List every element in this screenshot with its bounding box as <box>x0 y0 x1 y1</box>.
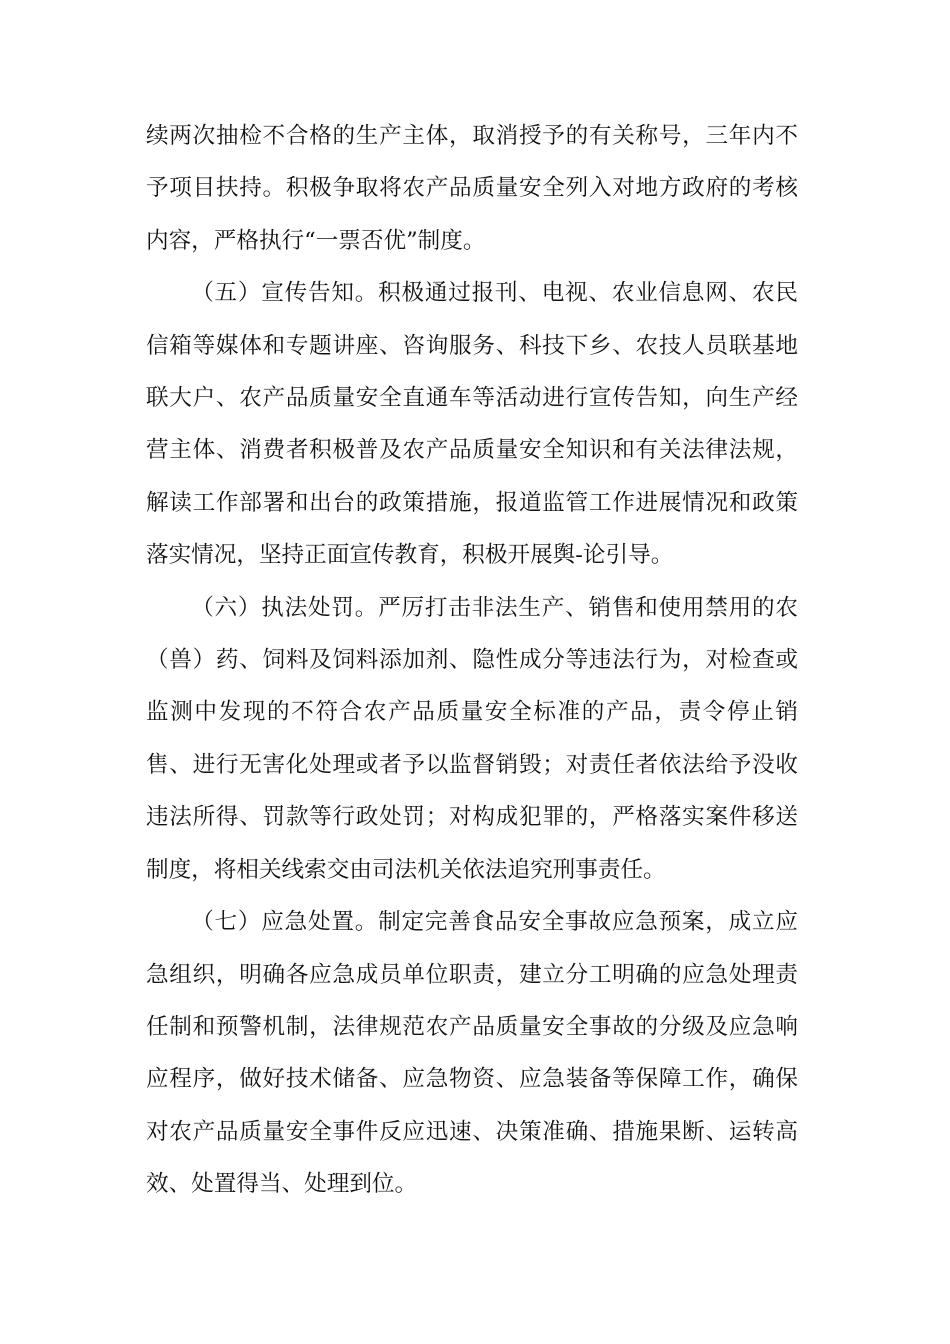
paragraph-publicity-notice: （五）宣传告知。积极通过报刊、电视、农业信息网、农民信箱等媒体和专题讲座、咨询服务、科技下乡、农技人员联基地联大户、农产品质量安全直通车等活动进行宣传告知，向生产经营主体、消费者积极普及农产品质量安全知识和有关法律法规，解读工作部署和出台的政策措施，报道监管工作进展情况和政策落实情况，坚持正面宣传教育，积极开展舆-论引导。 <box>146 280 798 569</box>
paragraph-law-enforcement: （六）执法处罚。严厉打击非法生产、销售和使用禁用的农（兽）药、饲料及饲料添加剂、隐性成分等违法行为，对检查或监测中发现的不符合农产品质量安全标准的产品，责令停止销售、进行无害化处理或者予以监督销毁；对责任者依法给予没收违法所得、罚款等行政处罚；对构成犯罪的，严格落实案件移送制度，将相关线索交由司法机关依法追究刑事责任。 <box>146 594 798 883</box>
paragraph-continuation: 续两次抽检不合格的生产主体，取消授予的有关称号，三年内不予项目扶持。积极争取将农产品质量安全列入对地方政府的考核内容，严格执行“一票否优”制度。 <box>146 123 798 254</box>
paragraph-emergency-response: （七）应急处置。制定完善食品安全事故应急预案，成立应急组织，明确各应急成员单位职责，建立分工明确的应急处理责任制和预警机制，法律规范农产品质量安全事故的分级及应急响应程序，做好技术储备、应急物资、应急装备等保障工作，确保对农产品质量安全事件反应迅速、决策准确、措施果断、运转高效、处置得当、处理到位。 <box>146 909 798 1198</box>
document-body <box>146 110 798 1211</box>
